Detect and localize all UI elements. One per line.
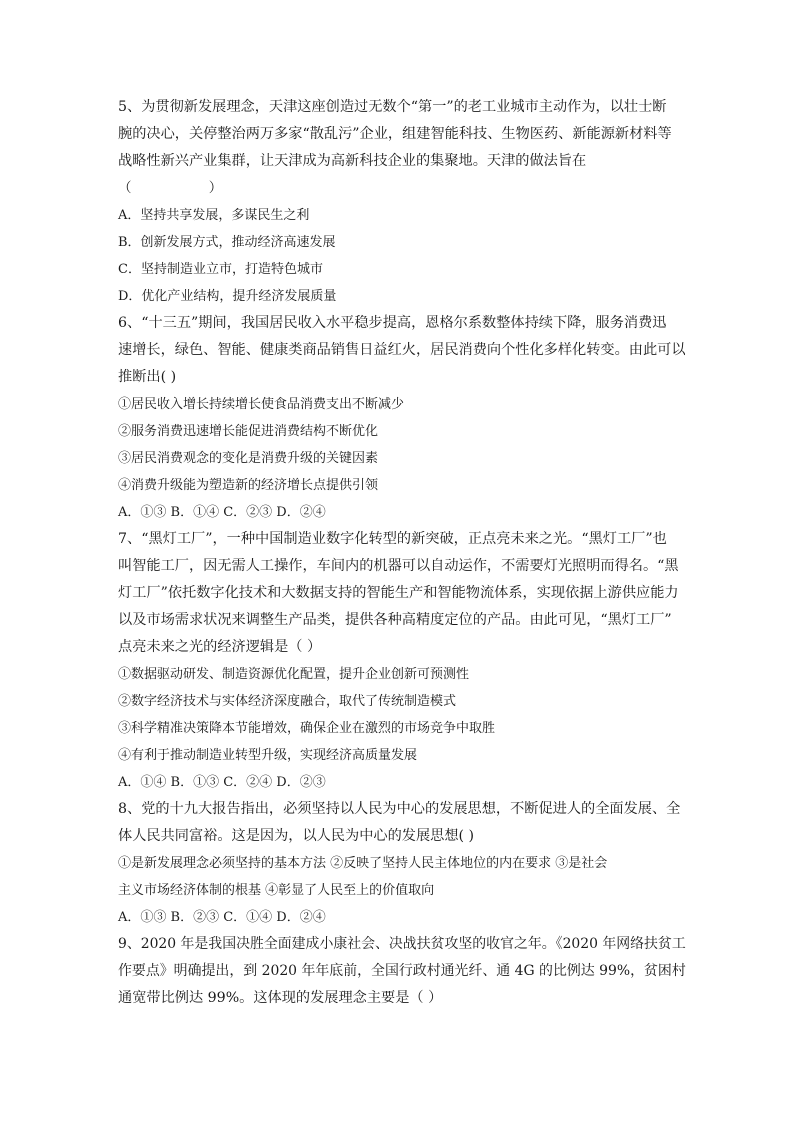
question-7-stem-line: 叫智能工厂，因无需人工操作，车间内的机器可以自动运作，不需要灯光照明而得名。“黑: [118, 558, 679, 574]
question-6-statement-1: ①居民收入增长持续增长使食品消费支出不断减少: [118, 397, 405, 412]
question-7-statement-3: ③科学精准决策降本节能增效，确保企业在激烈的市场竞争中取胜: [118, 721, 496, 736]
question-6-statement-2: ②服务消费迅速增长能促进消费结构不断优化: [118, 424, 379, 439]
question-8-stem-line: 8、党的十九大报告指出，必须坚持以人民为中心的发展思想，不断促进人的全面发展、全: [118, 801, 681, 817]
question-7-statement-2: ②数字经济技术与实体经济深度融合，取代了传统制造模式: [118, 694, 457, 709]
question-5-stem-line: 战略性新兴产业集群，让天津成为高新科技企业的集聚地。天津的做法旨在: [118, 153, 587, 169]
question-6-statement-3: ③居民消费观念的变化是消费升级的关键因素: [118, 451, 379, 466]
question-8-stem-line: 体人民共同富裕。这是因为，以人民为中心的发展思想( ): [118, 828, 475, 844]
question-7-choices: A．①④ B．①③ C．②④ D．②③: [118, 775, 326, 790]
question-7: [118, 526, 686, 796]
question-9: [118, 931, 686, 1012]
question-6: [118, 310, 686, 526]
question-5-option-d: D．优化产业结构，提升经济发展质量: [118, 289, 337, 304]
question-6-statement-4: ④消费升级能为塑造新的经济增长点提供引领: [118, 478, 379, 493]
question-9-stem-line: 9、2020 年是我国决胜全面建成小康社会、决战扶贫攻坚的收官之年。《2020 年网络扶贫工: [118, 936, 686, 952]
question-8-choices: A．①③ B．②③ C．①④ D．②④: [118, 910, 326, 925]
question-list: [118, 94, 686, 1012]
question-7-stem-line: 7、“黑灯工厂”，一种中国制造业数字化转型的新突破，正点亮未来之光。“黑灯工厂”也: [118, 531, 667, 547]
question-7-stem-line: 以及市场需求状况来调整生产品类，提供各种高精度定位的产品。由此可见，“黑灯工厂”: [118, 612, 672, 628]
question-5-stem-line: 5、为贯彻新发展理念，天津这座创造过无数个“第一”的老工业城市主动作为，以壮士断: [118, 99, 667, 115]
question-5-stem-line: 腕的决心，关停整治两万多家“散乱污”企业，组建智能科技、生物医药、新能源新材料等: [118, 126, 672, 142]
question-8-statements-line: 主义市场经济体制的根基 ④彰显了人民至上的价值取向: [118, 883, 435, 898]
question-6-stem-line: 6、“十三五”期间，我国居民收入水平稳步提高，恩格尔系数整体持续下降，服务消费迅: [118, 315, 667, 331]
question-7-statement-1: ①数据驱动研发、制造资源优化配置，提升企业创新可预测性: [118, 667, 470, 682]
question-6-stem-line: 推断出( ): [118, 369, 177, 385]
question-8-statements-line: ①是新发展理念必须坚持的基本方法 ②反映了坚持人民主体地位的内在要求 ③是社会: [118, 856, 608, 871]
question-5-option-c: C．坚持制造业立市，打造特色城市: [118, 262, 323, 277]
question-5-answer-blank: （ ）: [118, 180, 223, 196]
question-5: [118, 94, 686, 310]
question-7-stem-line: 点亮未来之光的经济逻辑是（ ）: [118, 639, 322, 655]
question-7-stem-line: 灯工厂”依托数字化技术和大数据支持的智能生产和智能物流体系，实现依据上游供应能力: [118, 585, 679, 601]
question-5-option-b: B．创新发展方式，推动经济高速发展: [118, 235, 336, 250]
question-6-stem-line: 速增长，绿色、智能、健康类商品销售日益红火，居民消费向个性化多样化转变。由此可以: [118, 342, 686, 358]
question-6-choices: A．①③ B．①④ C．②③ D．②④: [118, 505, 326, 520]
question-9-stem-line: 作要点》明确提出，到 2020 年年底前，全国行政村通光纤、通 4G 的比例达 99%，贫困村: [118, 963, 686, 979]
question-5-option-a: A．坚持共享发展，多谋民生之利: [118, 208, 310, 223]
question-8: [118, 796, 686, 931]
question-7-statement-4: ④有利于推动制造业转型升级，实现经济高质量发展: [118, 748, 418, 763]
question-9-stem-line: 通宽带比例达 99%。这体现的发展理念主要是（ ）: [118, 990, 443, 1006]
